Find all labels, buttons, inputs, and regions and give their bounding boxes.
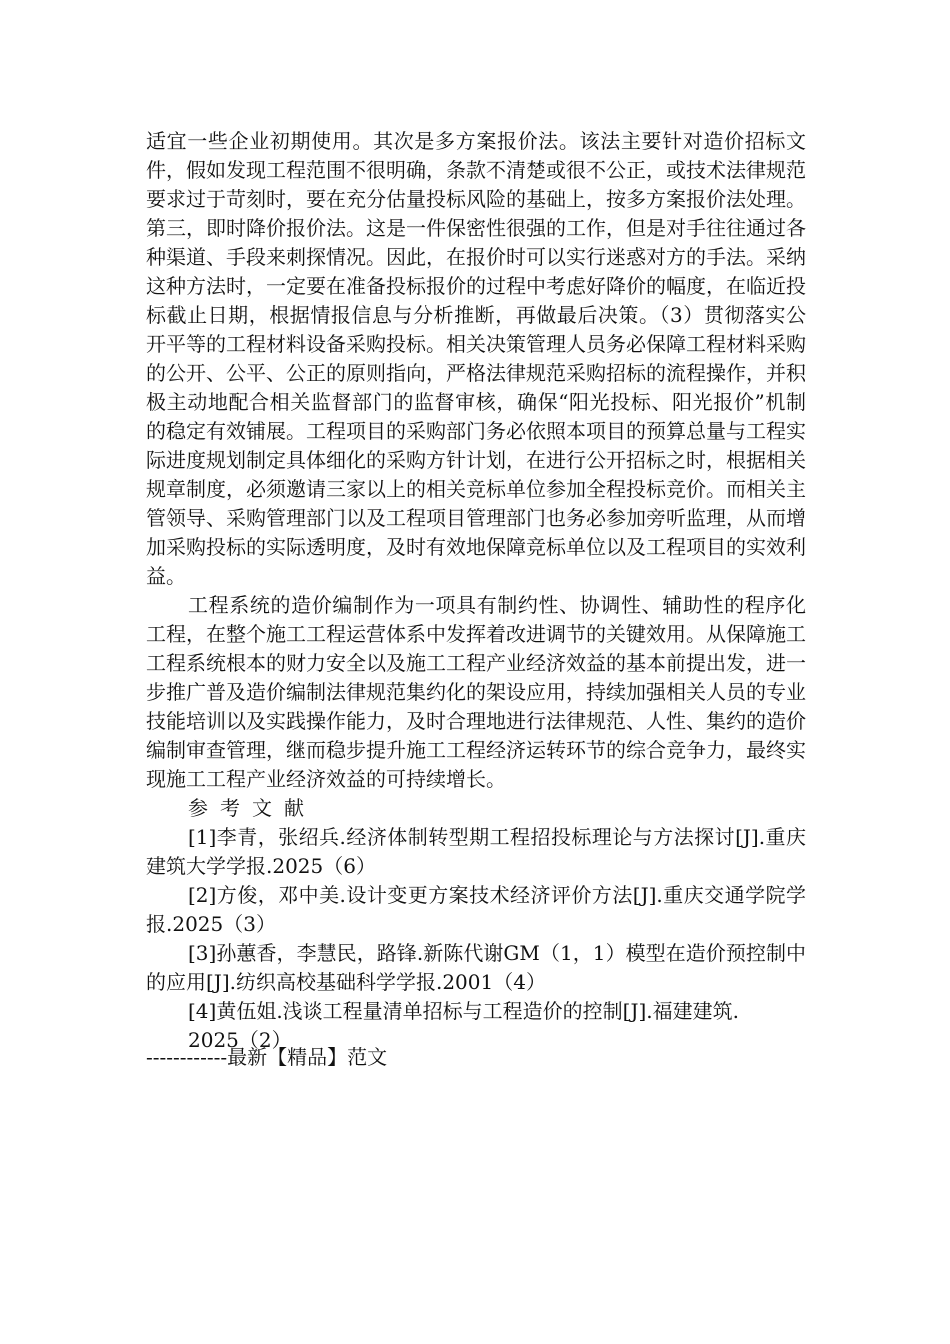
references-heading: 参考文献 <box>188 796 316 820</box>
reference-item-4-tail: 2025（2） <box>188 1028 292 1052</box>
reference-item-1: [1]李青，张绍兵.经济体制转型期工程招投标理论与方法探讨[J].重庆建筑大学学报.2025（6） <box>146 825 806 878</box>
body-paragraph-1: 适宜一些企业初期使用。其次是多方案报价法。该法主要针对造价招标文件，假如发现工程范围不很明确，条款不清楚或很不公正，或技术法律规范要求过于苛刻时，要在充分估量投标风险的基础上，按多方案报价法处理。第三，即时降价报价法。这是一件保密性很强的工作，但是对手往往通过各种渠道、手段来刺探情况。因此，在报价时可以实行迷惑对方的手法。采纳这种方法时，一定要在准备投标报价的过程中考虑好降价的幅度，在临近投标截止日期，根据情报信息与分析推断，再做最后决策。（3）贯彻落实公开平等的工程材料设备采购投标。相关决策管理人员务必保障工程材料采购的公开、公平、公正的原则指向，严格法律规范采购招标的流程操作，并积极主动地配合相关监督部门的监督审核，确保“阳光投标、阳光报价”机制的稳定有效铺展。工程项目的采购部门务必依照本项目的预算总量与工程实际进度规划制定具体细化的采购方针计划，在进行公开招标之时，根据相关规章制度，必须邀请三家以上的相关竞标单位参加全程投标竞价。而相关主管领导、采购管理部门以及工程项目管理部门也务必参加旁听监理，从而增加采购投标的实际透明度，及时有效地保障竞标单位以及工程项目的实效利益。 <box>146 129 806 588</box>
reference-item-2: [2]方俊，邓中美.设计变更方案技术经济评价方法[J].重庆交通学院学报.2025（3） <box>146 883 806 936</box>
document-page <box>146 127 806 1055</box>
body-paragraph-2: 工程系统的造价编制作为一项具有制约性、协调性、辅助性的程序化工程，在整个施工工程运营体系中发挥着改进调节的关键效用。从保障施工工程系统根本的财力安全以及施工工程产业经济效益的基本前提出发，进一步推广普及造价编制法律规范集约化的架设应用，持续加强相关人员的专业技能培训以及实践操作能力，及时合理地进行法律规范、人性、集约的造价编制审查管理，继而稳步提升施工工程经济运转环节的综合竞争力，最终实现施工工程产业经济效益的可持续增长。 <box>146 593 806 791</box>
footer-text: ------------最新【精品】范文 <box>146 1045 388 1069</box>
reference-item-4: [4]黄伍姐.浅谈工程量清单招标与工程造价的控制[J].福建建筑. <box>188 999 740 1023</box>
reference-item-3: [3]孙蕙香，李慧民，路锋.新陈代谢GM（1，1）模型在造价预控制中的应用[J].纺织高校基础科学学报.2001（4） <box>146 941 806 994</box>
